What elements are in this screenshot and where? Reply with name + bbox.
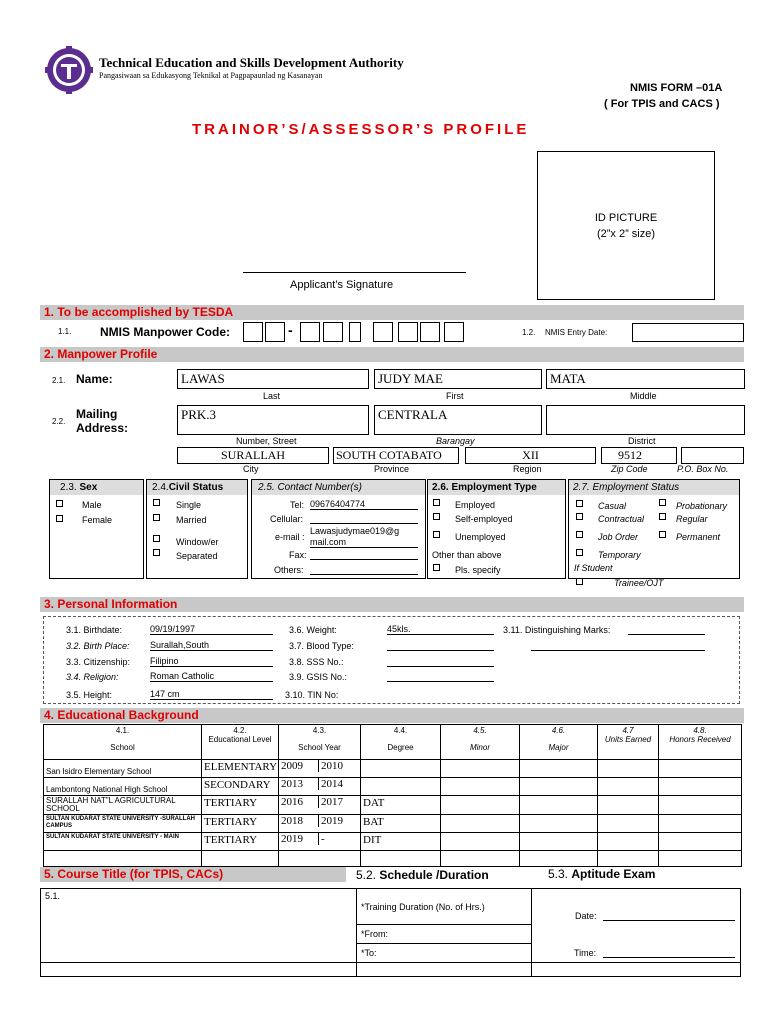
item-1-2-number: 1.2. xyxy=(522,328,536,337)
fax-field[interactable] xyxy=(310,549,418,560)
gsis-label: 3.9. GSIS No.: xyxy=(289,672,348,682)
unemployed-label: Unemployed xyxy=(455,532,506,542)
female-label: Female xyxy=(82,515,113,525)
section-5-header: 5. Course Title (for TPIS, CACs) xyxy=(40,867,346,882)
trainee-label: Trainee/OJT xyxy=(614,578,664,588)
married-checkbox[interactable] xyxy=(153,514,160,521)
distinguishing-marks-field[interactable] xyxy=(628,624,705,635)
contractual-checkbox[interactable] xyxy=(576,513,583,520)
middle-name-field[interactable]: MATA xyxy=(546,369,745,389)
probationary-label: Probationary xyxy=(676,501,728,511)
code-dash: - xyxy=(288,322,293,338)
id-picture-box[interactable] xyxy=(537,151,715,300)
sss-field[interactable] xyxy=(387,656,494,667)
manpower-code-digit[interactable] xyxy=(300,322,320,342)
exam-time-field[interactable] xyxy=(603,947,735,958)
col-minor: 4.5. Minor xyxy=(441,725,520,760)
section-2-header: 2. Manpower Profile xyxy=(40,347,744,362)
birthplace-field[interactable]: Surallah,South xyxy=(150,640,273,651)
manpower-code-digit[interactable] xyxy=(349,322,361,342)
training-duration-label: *Training Duration (No. of Hrs.) xyxy=(361,902,485,912)
col-level: 4.2. Educational Level xyxy=(202,725,279,760)
birthplace-label: 3.2. Birth Place: xyxy=(66,641,130,651)
item-1-1-number: 1.1. xyxy=(58,327,72,336)
table-row: SURALLAH NAT”L AGRICULTURAL SCHOOL TERTIARY 2016 2017 DAT xyxy=(44,796,742,815)
tin-label: 3.10. TIN No: xyxy=(285,690,339,700)
contractual-label: Contractual xyxy=(598,514,645,524)
weight-label: 3.6. Weight: xyxy=(289,625,337,635)
education-table xyxy=(43,724,742,867)
province-field[interactable]: SOUTH COTABATO xyxy=(333,447,459,464)
last-label: Last xyxy=(263,391,281,401)
section-1-header: 1. To be accomplished by TESDA xyxy=(40,305,744,320)
section-4-header: 4. Educational Background xyxy=(40,708,744,723)
form-number: NMIS FORM –01A xyxy=(630,82,723,94)
permanent-label: Permanent xyxy=(676,532,721,542)
employed-label: Employed xyxy=(455,500,496,510)
widow-checkbox[interactable] xyxy=(153,535,160,542)
job-order-label: Job Order xyxy=(598,532,639,542)
casual-label: Casual xyxy=(598,501,627,511)
district-field[interactable] xyxy=(546,405,745,435)
manpower-code-label: NMIS Manpower Code: xyxy=(100,325,231,339)
id-picture-label: ID PICTURE xyxy=(594,212,658,224)
temporary-checkbox[interactable] xyxy=(576,549,583,556)
gsis-field[interactable] xyxy=(387,671,494,682)
permanent-checkbox[interactable] xyxy=(659,531,666,538)
regular-checkbox[interactable] xyxy=(659,513,666,520)
manpower-code-digit[interactable] xyxy=(265,322,285,342)
barangay-field[interactable]: CENTRALA xyxy=(374,405,542,435)
cellular-label: Cellular: xyxy=(270,514,304,524)
probationary-checkbox[interactable] xyxy=(659,499,666,506)
item-5-1-number: 5.1. xyxy=(45,891,61,901)
id-picture-size: (2”x 2” size) xyxy=(596,228,656,240)
unemployed-checkbox[interactable] xyxy=(433,531,440,538)
casual-checkbox[interactable] xyxy=(576,500,583,507)
email-line-1[interactable]: Lawasjudymae019@g xyxy=(310,526,400,536)
address-label: Address: xyxy=(76,421,129,435)
female-checkbox[interactable] xyxy=(56,515,63,522)
civil-status-title: 2.4.Civil Status xyxy=(152,482,224,493)
manpower-code-digit[interactable] xyxy=(420,322,440,342)
region-label: Region xyxy=(513,464,542,474)
table-row: SULTAN KUDARAT STATE UNIVERSITY - MAIN TERTIARY 2019 - DIT xyxy=(44,833,742,851)
table-row: San Isidro Elementary School ELEMENTARY 2009 2010 xyxy=(44,760,742,778)
sex-title: 2.3. Sex xyxy=(60,482,98,493)
table-row: SULTAN KUDARAT STATE UNIVERSITY -SURALLAH CAMPUS TERTIARY 2018 2019 BAT xyxy=(44,815,742,833)
col-honors: 4.8. Honors Received xyxy=(659,725,742,760)
trainee-checkbox[interactable] xyxy=(576,578,583,585)
temporary-label: Temporary xyxy=(598,550,641,560)
citizenship-field[interactable]: Filipino xyxy=(150,656,273,667)
form-scope: ( For TPIS and CACS ) xyxy=(604,98,720,110)
course-title-field[interactable] xyxy=(41,900,355,961)
job-order-checkbox[interactable] xyxy=(576,531,583,538)
table-row xyxy=(44,851,742,867)
exam-date-field[interactable] xyxy=(603,910,735,921)
last-name-field[interactable]: LAWAS xyxy=(177,369,369,389)
separated-checkbox[interactable] xyxy=(153,549,160,556)
section-3-header: 3. Personal Information xyxy=(40,597,744,612)
employed-checkbox[interactable] xyxy=(433,499,440,506)
self-employed-checkbox[interactable] xyxy=(433,513,440,520)
to-label: *To: xyxy=(361,948,377,958)
org-name: Technical Education and Skills Development Authority xyxy=(99,55,404,70)
province-label: Province xyxy=(374,464,410,474)
weight-field[interactable]: 45kls. xyxy=(387,624,494,635)
contact-title: 2.5. Contact Number(s) xyxy=(258,482,362,493)
tesda-logo-icon xyxy=(45,46,93,94)
specify-label: Pls. specify xyxy=(455,565,501,575)
manpower-code-digit[interactable] xyxy=(323,322,343,342)
first-name-field[interactable]: JUDY MAE xyxy=(374,369,542,389)
blood-type-label: 3.7. Blood Type: xyxy=(289,641,354,651)
male-checkbox[interactable] xyxy=(56,500,63,507)
single-checkbox[interactable] xyxy=(153,499,160,506)
religion-field[interactable]: Roman Catholic xyxy=(150,671,273,682)
single-label: Single xyxy=(176,500,202,510)
col-school-year: 4.3. School Year xyxy=(279,725,361,760)
self-employed-label: Self-employed xyxy=(455,514,513,524)
manpower-code-digit[interactable] xyxy=(444,322,464,342)
if-student-label: If Student xyxy=(574,563,613,573)
zip-code-field[interactable]: 9512 xyxy=(601,447,677,464)
exam-time-label: Time: xyxy=(574,948,597,958)
tel-field[interactable]: 09676404774 xyxy=(310,499,418,510)
religion-label: 3.4. Religion: xyxy=(66,672,119,682)
name-label: Name: xyxy=(76,372,113,386)
birthdate-field[interactable]: 09/19/1997 xyxy=(150,624,273,635)
district-label: District xyxy=(628,436,656,446)
schedule-title: 5.2. Schedule /Duration xyxy=(356,868,489,882)
fax-label: Fax: xyxy=(289,550,307,560)
email-label: e-mail : xyxy=(275,532,305,542)
street-field[interactable]: PRK.3 xyxy=(177,405,369,435)
blood-type-field[interactable] xyxy=(387,640,494,651)
distinguishing-marks-label: 3.11. Distinguishing Marks: xyxy=(503,625,611,635)
mailing-label: Mailing xyxy=(76,407,118,421)
signature-line[interactable] xyxy=(243,272,466,273)
entry-date-field[interactable] xyxy=(632,323,744,342)
height-field[interactable]: 147 cm xyxy=(150,689,273,700)
email-line-2[interactable]: mail.com xyxy=(310,537,418,548)
col-degree: 4.4. Degree xyxy=(361,725,441,760)
entry-date-label: NMIS Entry Date: xyxy=(545,328,608,337)
employment-status-title: 2.7. Employment Status xyxy=(573,482,680,493)
married-label: Married xyxy=(176,515,207,525)
tel-label: Tel: xyxy=(290,500,305,510)
from-label: *From: xyxy=(361,929,388,939)
separated-label: Separated xyxy=(176,551,218,561)
signature-label: Applicant’s Signature xyxy=(290,279,394,291)
others-label: Others: xyxy=(274,565,304,575)
aptitude-title: 5.3. Aptitude Exam xyxy=(548,867,656,881)
birthdate-label: 3.1. Birthdate: xyxy=(66,625,123,635)
first-label: First xyxy=(446,391,464,401)
middle-label: Middle xyxy=(630,391,657,401)
cellular-field[interactable] xyxy=(310,513,418,524)
zip-label: Zip Code xyxy=(611,464,648,474)
male-label: Male xyxy=(82,500,102,510)
manpower-code-digit[interactable] xyxy=(373,322,393,342)
city-label: City xyxy=(243,464,259,474)
manpower-code-digit[interactable] xyxy=(243,322,263,342)
exam-date-label: Date: xyxy=(575,911,597,921)
table-row: Lambontong National High School SECONDARY 2013 2014 xyxy=(44,778,742,796)
pobox-field[interactable] xyxy=(681,447,744,464)
barangay-label: Barangay xyxy=(436,436,475,446)
col-units: 4.7 Units Earned xyxy=(598,725,659,760)
regular-label: Regular xyxy=(676,514,708,524)
street-label: Number, Street xyxy=(236,436,297,446)
manpower-code-digit[interactable] xyxy=(398,322,418,342)
others-field[interactable] xyxy=(310,564,418,575)
city-field[interactable]: SURALLAH xyxy=(177,447,329,464)
pobox-label: P.O. Box No. xyxy=(677,464,729,474)
region-field[interactable]: XII xyxy=(465,447,596,464)
col-major: 4.6. Major xyxy=(520,725,598,760)
distinguishing-marks-field-2[interactable] xyxy=(531,640,705,651)
specify-checkbox[interactable] xyxy=(433,564,440,571)
item-2-1-number: 2.1. xyxy=(52,376,66,385)
page-title: TRAINOR’S/ASSESSOR’S PROFILE xyxy=(192,121,530,138)
widow-label: Window/er xyxy=(176,537,219,547)
education-header-row xyxy=(44,725,742,760)
employment-type-title: 2.6. Employment Type xyxy=(432,482,537,493)
height-label: 3.5. Height: xyxy=(66,690,113,700)
other-than-above-label: Other than above xyxy=(432,550,502,560)
sss-label: 3.8. SSS No.: xyxy=(289,657,344,667)
col-school: 4.1. School xyxy=(44,725,202,760)
item-2-2-number: 2.2. xyxy=(52,417,66,426)
citizenship-label: 3.3. Citizenship: xyxy=(66,657,131,667)
org-tagline: Pangasiwaan sa Edukasyong Teknikal at Pagpapaunlad ng Kasanayan xyxy=(99,71,323,80)
